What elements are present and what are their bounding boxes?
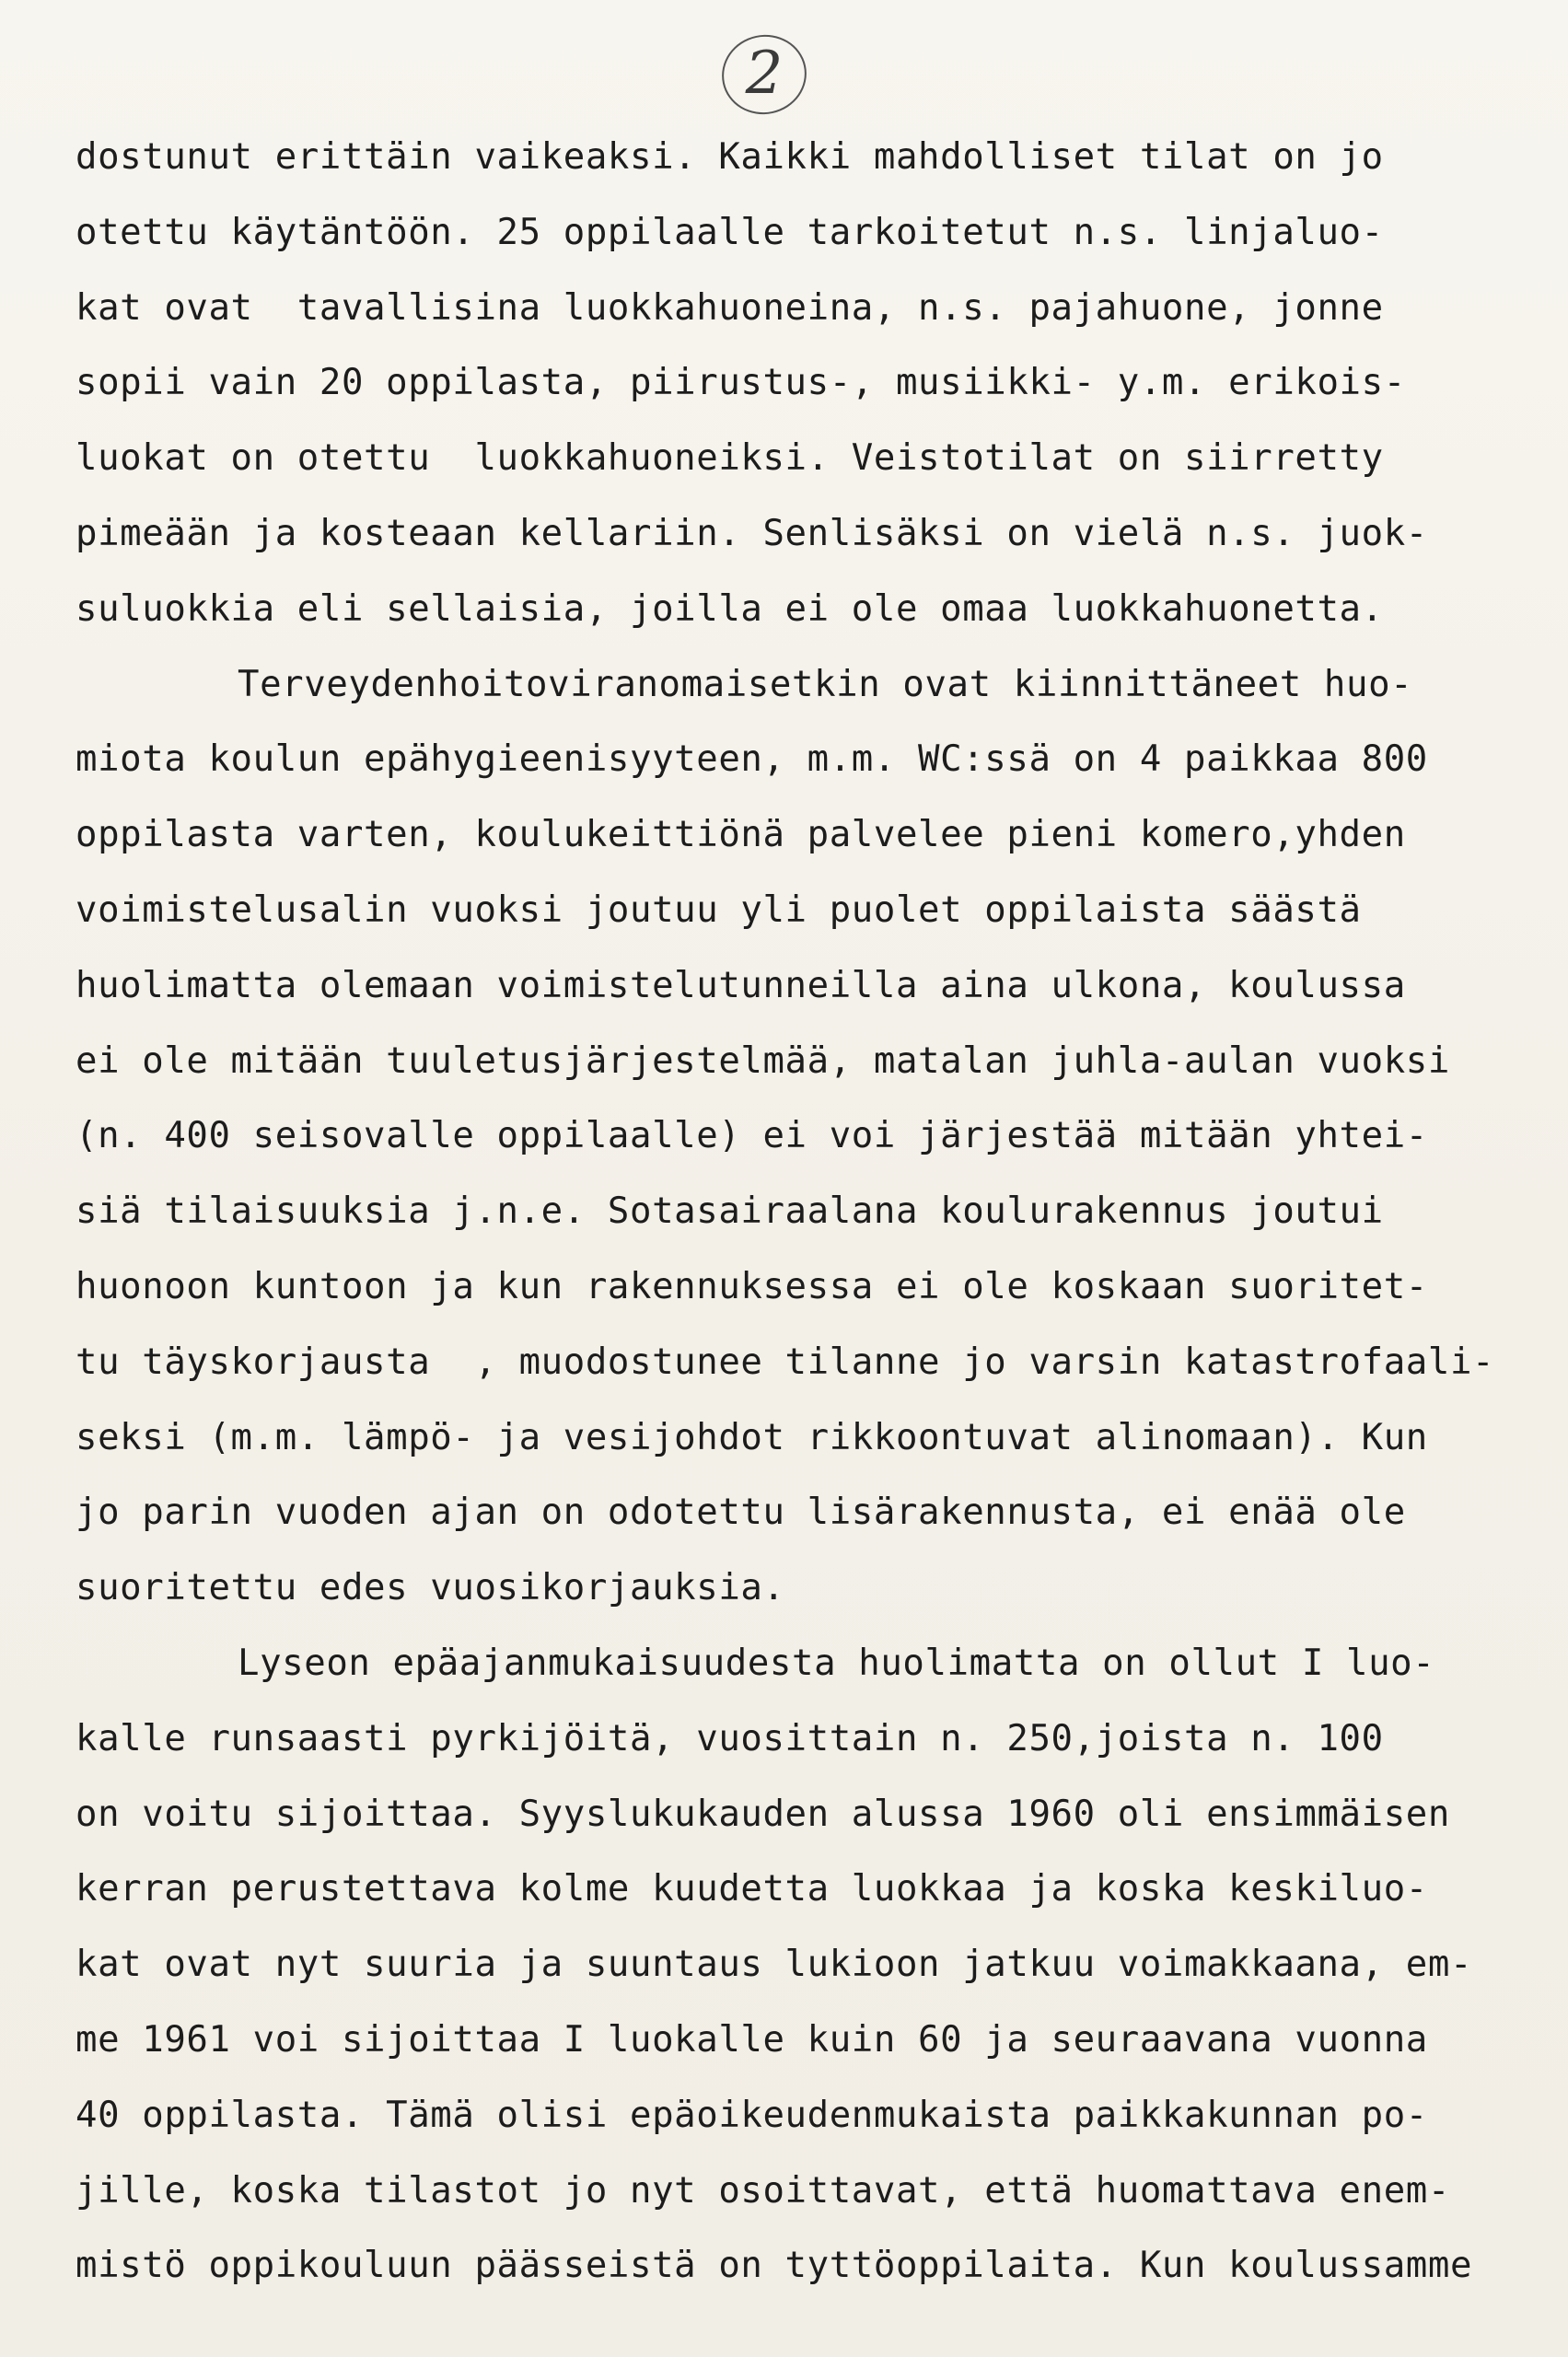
text-line: on voitu sijoittaa. Syyslukukauden alussa 1960 oli ensimmäisen <box>75 1793 1450 1835</box>
text-line: ei ole mitään tuuletusjärjestelmää, matalan juhla-aulan vuoksi <box>75 1039 1450 1082</box>
page-number-mark: 2 <box>745 40 784 108</box>
text-line: miota koulun epähygieenisyyteen, m.m. WC:ssä on 4 paikkaa 800 <box>75 738 1428 781</box>
text-line: jo parin vuoden ajan on odotettu lisärakennusta, ei enää ole <box>75 1492 1406 1534</box>
text-line: kat ovat tavallisina luokkahuoneina, n.s. pajahuone, jonne <box>75 286 1384 329</box>
text-line: oppilasta varten, koulukeittiönä palvelee pieni komero,yhden <box>75 814 1406 856</box>
text-line: 40 oppilasta. Tämä olisi epäoikeudenmukaista paikkakunnan po- <box>75 2094 1428 2136</box>
text-line: huonoon kuntoon ja kun rakennuksessa ei ole koskaan suoritet- <box>75 1265 1428 1307</box>
text-line: Lyseon epäajanmukaisuudesta huolimatta on ollut I luo- <box>238 1642 1435 1684</box>
text-line: suoritettu edes vuosikorjauksia. <box>75 1567 785 1609</box>
text-line: huolimatta olemaan voimistelutunneilla aina ulkona, koulussa <box>75 964 1406 1006</box>
text-line: jille, koska tilastot jo nyt osoittavat, että huomattava enem- <box>75 2169 1450 2212</box>
text-line: mistö oppikouluun päässeistä on tyttöoppilaita. Kun koulussamme <box>75 2245 1473 2287</box>
text-line: seksi (m.m. lämpö- ja vesijohdot rikkoontuvat alinomaan). Kun <box>75 1416 1428 1458</box>
text-line: otettu käytäntöön. 25 oppilaalle tarkoitetut n.s. linjaluo- <box>75 211 1384 253</box>
text-line: dostunut erittäin vaikeaksi. Kaikki mahdolliset tilat on jo <box>75 136 1384 178</box>
text-line: me 1961 voi sijoittaa I luokalle kuin 60 ja seuraavana vuonna <box>75 2018 1428 2061</box>
text-line: kerran perustettava kolme kuudetta luokkaa ja koska keskiluo- <box>75 1868 1428 1910</box>
text-line: suluokkia eli sellaisia, joilla ei ole omaa luokkahuonetta. <box>75 587 1384 630</box>
text-line: pimeään ja kosteaan kellariin. Senlisäksi on vielä n.s. juok- <box>75 512 1428 554</box>
document-body <box>75 120 1530 2304</box>
text-line: (n. 400 seisovalle oppilaalle) ei voi järjestää mitään yhtei- <box>75 1115 1428 1157</box>
text-line: tu täyskorjausta , muodostunee tilanne jo varsin katastrofaali- <box>75 1341 1495 1383</box>
text-line: Terveydenhoitoviranomaisetkin ovat kiinnittäneet huo- <box>238 663 1413 705</box>
text-line: luokat on otettu luokkahuoneiksi. Veistotilat on siirretty <box>75 437 1384 480</box>
text-line: voimistelusalin vuoksi joutuu yli puolet oppilaista säästä <box>75 888 1362 931</box>
text-line: kat ovat nyt suuria ja suuntaus lukioon jatkuu voimakkaana, em- <box>75 1944 1473 1986</box>
text-line: kalle runsaasti pyrkijöitä, vuosittain n. 250,joista n. 100 <box>75 1717 1384 1759</box>
text-line: siä tilaisuuksia j.n.e. Sotasairaalana koulurakennus joutui <box>75 1190 1384 1233</box>
text-line: sopii vain 20 oppilasta, piirustus-, musiikki- y.m. erikois- <box>75 362 1406 404</box>
